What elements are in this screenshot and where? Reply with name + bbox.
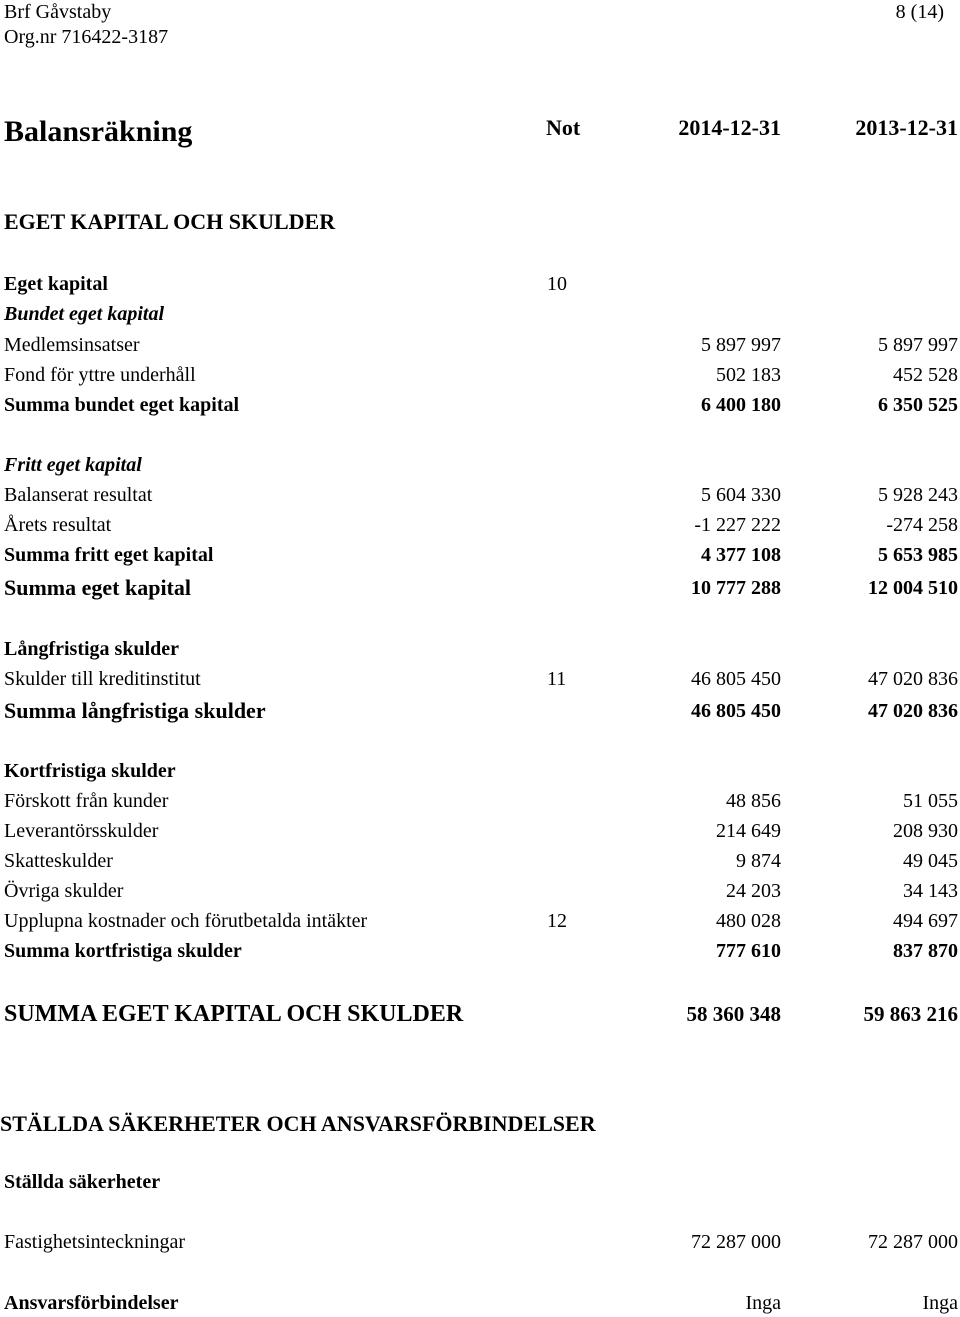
row-value-2014: 24 203 [726, 880, 781, 902]
subtotal-label: Summa kortfristiga skulder [4, 940, 242, 962]
subtotal-value-2014: 46 805 450 [691, 700, 781, 722]
total-label: Summa eget kapital [4, 575, 191, 600]
note-column-header: Not [546, 115, 581, 140]
subtotal-label: Summa långfristiga skulder [4, 698, 266, 723]
row-value-2013: 5 928 243 [878, 484, 958, 506]
row-value-2014: 48 856 [726, 790, 781, 812]
fritt-eget-kapital-heading: Fritt eget kapital [4, 454, 142, 476]
row-value-2014: 502 183 [716, 364, 781, 386]
subtotal-value-2013: 47 020 836 [868, 700, 958, 722]
row-value-2013: 494 697 [893, 910, 958, 932]
eget-kapital-note: 10 [547, 273, 567, 295]
grand-total-label: SUMMA EGET KAPITAL OCH SKULDER [4, 1001, 464, 1027]
row-value-2013: 49 045 [903, 850, 958, 872]
org-name: Brf Gåvstaby [4, 1, 112, 23]
kortfristiga-heading: Kortfristiga skulder [4, 760, 176, 782]
grand-total-value-2014: 58 360 348 [686, 1002, 781, 1026]
row-value-2014: 5 897 997 [701, 334, 781, 356]
row-value-2014: 5 604 330 [701, 484, 781, 506]
row-label: Förskott från kunder [4, 790, 169, 812]
subtotal-label: Summa bundet eget kapital [4, 394, 240, 416]
total-value-2014: 10 777 288 [691, 577, 781, 599]
row-label: Leverantörsskulder [4, 820, 159, 842]
stallda-section-title: STÄLLDA SÄKERHETER OCH ANSVARSFÖRBINDELSER [0, 1111, 596, 1136]
row-value-2013: 72 287 000 [868, 1231, 958, 1253]
row-value-2014: 214 649 [716, 820, 781, 842]
grand-total-value-2013: 59 863 216 [863, 1002, 958, 1026]
subtotal-value-2014: 777 610 [716, 940, 781, 962]
row-note: 11 [547, 668, 567, 690]
row-value-2014: 46 805 450 [691, 668, 781, 690]
total-value-2013: 12 004 510 [868, 577, 958, 599]
row-label: Medlemsinsatser [4, 334, 140, 356]
row-note: 12 [547, 910, 567, 932]
row-value-2014: Inga [745, 1292, 781, 1314]
row-value-2014: 72 287 000 [691, 1231, 781, 1253]
eget-kapital-heading: Eget kapital [4, 273, 108, 295]
row-value-2013: 452 528 [893, 364, 958, 386]
row-value-2013: 5 897 997 [878, 334, 958, 356]
ansvarsforbindelser-label: Ansvarsförbindelser [4, 1292, 179, 1314]
subtotal-value-2013: 5 653 985 [878, 544, 958, 566]
section-title: EGET KAPITAL OCH SKULDER [4, 209, 336, 234]
bundet-eget-kapital-heading: Bundet eget kapital [4, 303, 164, 325]
row-value-2013: -274 258 [886, 514, 958, 536]
row-value-2013: 208 930 [893, 820, 958, 842]
row-label: Övriga skulder [4, 880, 124, 902]
row-label: Fastighetsinteckningar [4, 1231, 186, 1253]
row-value-2013: 51 055 [903, 790, 958, 812]
subtotal-value-2013: 6 350 525 [878, 394, 958, 416]
subtotal-value-2014: 6 400 180 [701, 394, 781, 416]
subtotal-label: Summa fritt eget kapital [4, 544, 214, 566]
row-value-2014: 480 028 [716, 910, 781, 932]
row-value-2013: 47 020 836 [868, 668, 958, 690]
row-label: Upplupna kostnader och förutbetalda intäkter [4, 910, 368, 932]
org-number: Org.nr 716422-3187 [4, 26, 169, 48]
stallda-sakerheter-heading: Ställda säkerheter [4, 1171, 161, 1193]
row-value-2014: 9 874 [736, 850, 781, 872]
langfristiga-heading: Långfristiga skulder [4, 638, 180, 660]
row-value-2013: Inga [922, 1292, 958, 1314]
row-label: Årets resultat [4, 514, 112, 536]
page-title: Balansräkning [4, 115, 193, 148]
row-value-2013: 34 143 [903, 880, 958, 902]
subtotal-value-2014: 4 377 108 [701, 544, 781, 566]
row-value-2014: -1 227 222 [694, 514, 781, 536]
subtotal-value-2013: 837 870 [893, 940, 958, 962]
row-label: Skulder till kreditinstitut [4, 668, 201, 690]
row-label: Fond för yttre underhåll [4, 364, 196, 386]
row-label: Balanserat resultat [4, 484, 153, 506]
column-header-2013: 2013-12-31 [855, 115, 958, 140]
row-label: Skatteskulder [4, 850, 113, 872]
page-number: 8 (14) [895, 1, 944, 23]
column-header-2014: 2014-12-31 [678, 115, 781, 140]
